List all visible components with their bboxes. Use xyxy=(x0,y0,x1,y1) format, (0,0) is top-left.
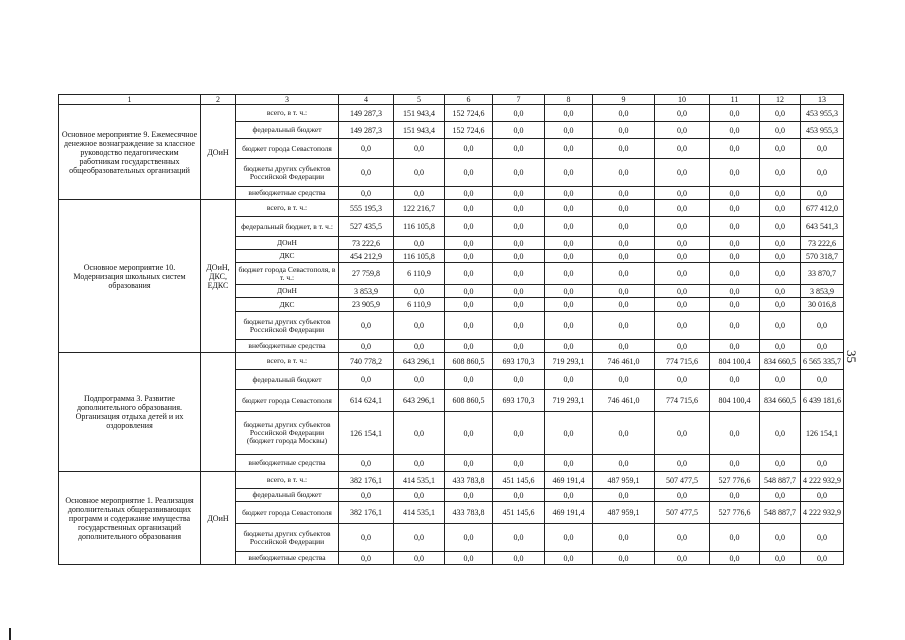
amount-cell: 608 860,5 xyxy=(445,353,493,370)
executor xyxy=(201,353,236,472)
funding-source: бюджет города Севастополя xyxy=(236,502,339,524)
amount-cell: 0,0 xyxy=(394,139,445,159)
amount-cell: 0,0 xyxy=(445,312,493,340)
amount-cell: 0,0 xyxy=(760,489,801,502)
amount-cell: 693 170,3 xyxy=(493,353,545,370)
amount-cell: 0,0 xyxy=(493,263,545,285)
measure-name: Основное мероприятие 9. Ежемесячное денежное вознаграждение за классное руководство педагогическим работникам государственных общеобразовательных организаций xyxy=(59,105,201,200)
amount-cell: 0,0 xyxy=(593,370,655,390)
amount-cell: 382 176,1 xyxy=(339,502,394,524)
amount-cell: 0,0 xyxy=(710,237,760,250)
amount-cell: 0,0 xyxy=(593,285,655,298)
amount-cell: 0,0 xyxy=(710,122,760,139)
amount-cell: 27 759,8 xyxy=(339,263,394,285)
amount-cell: 0,0 xyxy=(710,105,760,122)
amount-cell: 0,0 xyxy=(593,340,655,353)
amount-cell: 0,0 xyxy=(655,250,710,263)
amount-cell: 608 860,5 xyxy=(445,390,493,412)
amount-cell: 433 783,8 xyxy=(445,472,493,489)
amount-cell: 0,0 xyxy=(339,455,394,472)
amount-cell: 0,0 xyxy=(493,217,545,237)
amount-cell: 0,0 xyxy=(394,552,445,565)
amount-cell: 0,0 xyxy=(593,524,655,552)
amount-cell: 0,0 xyxy=(493,412,545,455)
amount-cell: 0,0 xyxy=(339,159,394,187)
amount-cell: 0,0 xyxy=(760,312,801,340)
amount-cell: 0,0 xyxy=(545,298,593,312)
header-cell: 10 xyxy=(655,95,710,105)
amount-cell: 0,0 xyxy=(655,489,710,502)
amount-cell: 0,0 xyxy=(593,312,655,340)
amount-cell: 0,0 xyxy=(545,312,593,340)
amount-cell: 0,0 xyxy=(710,187,760,200)
funding-source: ДОиН xyxy=(236,285,339,298)
amount-cell: 0,0 xyxy=(655,524,710,552)
scan-mark xyxy=(9,628,11,640)
amount-cell: 527 776,6 xyxy=(710,502,760,524)
amount-cell: 0,0 xyxy=(655,139,710,159)
amount-cell: 0,0 xyxy=(801,455,844,472)
funding-source: всего, в т. ч.: xyxy=(236,472,339,489)
header-cell: 7 xyxy=(493,95,545,105)
funding-source: внебюджетные средства xyxy=(236,455,339,472)
amount-cell: 0,0 xyxy=(593,298,655,312)
amount-cell: 0,0 xyxy=(710,263,760,285)
amount-cell: 507 477,5 xyxy=(655,472,710,489)
amount-cell: 151 943,4 xyxy=(394,122,445,139)
header-cell: 12 xyxy=(760,95,801,105)
amount-cell: 0,0 xyxy=(801,552,844,565)
amount-cell: 834 660,5 xyxy=(760,390,801,412)
amount-cell: 122 216,7 xyxy=(394,200,445,217)
amount-cell: 0,0 xyxy=(394,237,445,250)
amount-cell: 0,0 xyxy=(655,285,710,298)
amount-cell: 0,0 xyxy=(445,139,493,159)
amount-cell: 0,0 xyxy=(545,285,593,298)
amount-cell: 0,0 xyxy=(493,340,545,353)
amount-cell: 0,0 xyxy=(710,370,760,390)
amount-cell: 0,0 xyxy=(710,200,760,217)
amount-cell: 0,0 xyxy=(760,370,801,390)
funding-source: бюджеты других субъектов Российской Федерации xyxy=(236,524,339,552)
executor: ДОиН, ДКС, ЕДКС xyxy=(201,200,236,353)
amount-cell: 6 565 335,7 xyxy=(801,353,844,370)
amount-cell: 0,0 xyxy=(710,298,760,312)
amount-cell: 0,0 xyxy=(710,552,760,565)
amount-cell: 0,0 xyxy=(593,217,655,237)
amount-cell: 0,0 xyxy=(394,412,445,455)
amount-cell: 0,0 xyxy=(493,200,545,217)
measure-name: Основное мероприятие 1. Реализация дополнительных общеразвивающих программ и содержание имущества государственных организаций дополнительного образования xyxy=(59,472,201,565)
amount-cell: 0,0 xyxy=(593,263,655,285)
amount-cell: 0,0 xyxy=(394,340,445,353)
amount-cell: 0,0 xyxy=(445,200,493,217)
amount-cell: 0,0 xyxy=(760,285,801,298)
funding-source: федеральный бюджет, в т. ч.: xyxy=(236,217,339,237)
amount-cell: 0,0 xyxy=(493,122,545,139)
funding-source: ДКС xyxy=(236,298,339,312)
funding-source: бюджеты других субъектов Российской Федерации (бюджет города Москвы) xyxy=(236,412,339,455)
amount-cell: 0,0 xyxy=(493,312,545,340)
amount-cell: 0,0 xyxy=(493,370,545,390)
funding-source: всего, в т. ч.: xyxy=(236,353,339,370)
amount-cell: 453 955,3 xyxy=(801,122,844,139)
funding-source: бюджет города Севастополя xyxy=(236,139,339,159)
budget-table xyxy=(58,94,844,565)
amount-cell: 0,0 xyxy=(493,524,545,552)
amount-cell: 0,0 xyxy=(394,489,445,502)
amount-cell: 0,0 xyxy=(710,159,760,187)
amount-cell: 548 887,7 xyxy=(760,502,801,524)
amount-cell: 0,0 xyxy=(655,122,710,139)
amount-cell: 0,0 xyxy=(593,139,655,159)
executor: ДОиН xyxy=(201,105,236,200)
amount-cell: 0,0 xyxy=(593,105,655,122)
amount-cell: 0,0 xyxy=(655,200,710,217)
amount-cell: 0,0 xyxy=(801,139,844,159)
header-cell: 5 xyxy=(394,95,445,105)
amount-cell: 0,0 xyxy=(655,159,710,187)
amount-cell: 0,0 xyxy=(445,455,493,472)
amount-cell: 0,0 xyxy=(593,552,655,565)
amount-cell: 0,0 xyxy=(801,370,844,390)
amount-cell: 454 212,9 xyxy=(339,250,394,263)
amount-cell: 0,0 xyxy=(760,159,801,187)
amount-cell: 0,0 xyxy=(445,412,493,455)
amount-cell: 0,0 xyxy=(760,217,801,237)
amount-cell: 0,0 xyxy=(760,250,801,263)
amount-cell: 614 624,1 xyxy=(339,390,394,412)
amount-cell: 126 154,1 xyxy=(339,412,394,455)
measure-name: Подпрограмма 3. Развитие дополнительного образования. Организация отдыха детей и их оздоровления xyxy=(59,353,201,472)
amount-cell: 746 461,0 xyxy=(593,390,655,412)
amount-cell: 152 724,6 xyxy=(445,105,493,122)
amount-cell: 0,0 xyxy=(545,524,593,552)
funding-source: всего, в т. ч.: xyxy=(236,105,339,122)
amount-cell: 0,0 xyxy=(445,159,493,187)
amount-cell: 0,0 xyxy=(493,455,545,472)
amount-cell: 0,0 xyxy=(394,524,445,552)
amount-cell: 0,0 xyxy=(445,217,493,237)
amount-cell: 0,0 xyxy=(493,139,545,159)
amount-cell: 0,0 xyxy=(545,139,593,159)
amount-cell: 382 176,1 xyxy=(339,472,394,489)
amount-cell: 152 724,6 xyxy=(445,122,493,139)
amount-cell: 774 715,6 xyxy=(655,353,710,370)
amount-cell: 0,0 xyxy=(445,298,493,312)
table-row xyxy=(59,472,844,489)
amount-cell: 548 887,7 xyxy=(760,472,801,489)
amount-cell: 0,0 xyxy=(593,159,655,187)
amount-cell: 643 541,3 xyxy=(801,217,844,237)
amount-cell: 0,0 xyxy=(593,250,655,263)
amount-cell: 33 870,7 xyxy=(801,263,844,285)
amount-cell: 151 943,4 xyxy=(394,105,445,122)
amount-cell: 0,0 xyxy=(710,312,760,340)
amount-cell: 126 154,1 xyxy=(801,412,844,455)
amount-cell: 0,0 xyxy=(655,237,710,250)
amount-cell: 0,0 xyxy=(493,237,545,250)
amount-cell: 740 778,2 xyxy=(339,353,394,370)
amount-cell: 507 477,5 xyxy=(655,502,710,524)
amount-cell: 3 853,9 xyxy=(339,285,394,298)
amount-cell: 0,0 xyxy=(760,263,801,285)
amount-cell: 570 318,7 xyxy=(801,250,844,263)
amount-cell: 451 145,6 xyxy=(493,502,545,524)
amount-cell: 469 191,4 xyxy=(545,472,593,489)
amount-cell: 774 715,6 xyxy=(655,390,710,412)
amount-cell: 0,0 xyxy=(710,285,760,298)
amount-cell: 0,0 xyxy=(760,105,801,122)
amount-cell: 0,0 xyxy=(760,187,801,200)
table-row xyxy=(59,105,844,122)
amount-cell: 487 959,1 xyxy=(593,472,655,489)
executor: ДОиН xyxy=(201,472,236,565)
amount-cell: 0,0 xyxy=(394,370,445,390)
amount-cell: 0,0 xyxy=(655,298,710,312)
amount-cell: 0,0 xyxy=(339,187,394,200)
amount-cell: 0,0 xyxy=(545,489,593,502)
amount-cell: 0,0 xyxy=(445,250,493,263)
amount-cell: 0,0 xyxy=(394,187,445,200)
funding-source: бюджет города Севастополя, в т. ч.: xyxy=(236,263,339,285)
amount-cell: 693 170,3 xyxy=(493,390,545,412)
amount-cell: 0,0 xyxy=(545,552,593,565)
header-cell: 11 xyxy=(710,95,760,105)
page-number: 35 xyxy=(844,350,859,363)
amount-cell: 0,0 xyxy=(593,200,655,217)
amount-cell: 6 439 181,6 xyxy=(801,390,844,412)
amount-cell: 0,0 xyxy=(710,217,760,237)
amount-cell: 0,0 xyxy=(545,250,593,263)
amount-cell: 0,0 xyxy=(339,524,394,552)
amount-cell: 0,0 xyxy=(493,552,545,565)
amount-cell: 6 110,9 xyxy=(394,263,445,285)
amount-cell: 0,0 xyxy=(760,455,801,472)
amount-cell: 0,0 xyxy=(493,489,545,502)
amount-cell: 0,0 xyxy=(545,263,593,285)
amount-cell: 4 222 932,9 xyxy=(801,472,844,489)
amount-cell: 804 100,4 xyxy=(710,353,760,370)
amount-cell: 0,0 xyxy=(710,524,760,552)
amount-cell: 0,0 xyxy=(760,412,801,455)
amount-cell: 0,0 xyxy=(593,489,655,502)
amount-cell: 0,0 xyxy=(710,489,760,502)
amount-cell: 0,0 xyxy=(655,217,710,237)
amount-cell: 0,0 xyxy=(593,455,655,472)
amount-cell: 0,0 xyxy=(655,340,710,353)
amount-cell: 0,0 xyxy=(801,524,844,552)
amount-cell: 23 905,9 xyxy=(339,298,394,312)
amount-cell: 0,0 xyxy=(545,237,593,250)
funding-source: бюджет города Севастополя xyxy=(236,390,339,412)
amount-cell: 0,0 xyxy=(655,312,710,340)
amount-cell: 149 287,3 xyxy=(339,122,394,139)
amount-cell: 643 296,1 xyxy=(394,390,445,412)
amount-cell: 4 222 932,9 xyxy=(801,502,844,524)
table-row xyxy=(59,353,844,370)
amount-cell: 0,0 xyxy=(493,187,545,200)
amount-cell: 453 955,3 xyxy=(801,105,844,122)
amount-cell: 0,0 xyxy=(493,298,545,312)
amount-cell: 451 145,6 xyxy=(493,472,545,489)
amount-cell: 487 959,1 xyxy=(593,502,655,524)
amount-cell: 0,0 xyxy=(545,187,593,200)
amount-cell: 414 535,1 xyxy=(394,472,445,489)
amount-cell: 0,0 xyxy=(339,312,394,340)
amount-cell: 0,0 xyxy=(493,159,545,187)
amount-cell: 0,0 xyxy=(545,370,593,390)
amount-cell: 433 783,8 xyxy=(445,502,493,524)
amount-cell: 0,0 xyxy=(593,237,655,250)
funding-source: бюджеты других субъектов Российской Федерации xyxy=(236,312,339,340)
amount-cell: 116 105,8 xyxy=(394,217,445,237)
header-cell: 8 xyxy=(545,95,593,105)
table-row xyxy=(59,200,844,217)
funding-source: внебюджетные средства xyxy=(236,340,339,353)
amount-cell: 73 222,6 xyxy=(801,237,844,250)
amount-cell: 0,0 xyxy=(545,217,593,237)
amount-cell: 555 195,3 xyxy=(339,200,394,217)
amount-cell: 0,0 xyxy=(445,263,493,285)
amount-cell: 0,0 xyxy=(655,552,710,565)
header-row xyxy=(59,95,844,105)
header-cell: 1 xyxy=(59,95,201,105)
header-cell: 13 xyxy=(801,95,844,105)
amount-cell: 0,0 xyxy=(593,122,655,139)
amount-cell: 0,0 xyxy=(445,524,493,552)
amount-cell: 6 110,9 xyxy=(394,298,445,312)
amount-cell: 0,0 xyxy=(394,285,445,298)
amount-cell: 0,0 xyxy=(760,200,801,217)
amount-cell: 149 287,3 xyxy=(339,105,394,122)
amount-cell: 527 435,5 xyxy=(339,217,394,237)
amount-cell: 0,0 xyxy=(445,237,493,250)
amount-cell: 0,0 xyxy=(545,455,593,472)
amount-cell: 0,0 xyxy=(760,524,801,552)
funding-source: внебюджетные средства xyxy=(236,552,339,565)
amount-cell: 0,0 xyxy=(445,370,493,390)
amount-cell: 0,0 xyxy=(801,312,844,340)
amount-cell: 3 853,9 xyxy=(801,285,844,298)
amount-cell: 0,0 xyxy=(339,340,394,353)
amount-cell: 0,0 xyxy=(710,412,760,455)
amount-cell: 0,0 xyxy=(760,139,801,159)
amount-cell: 0,0 xyxy=(760,552,801,565)
amount-cell: 0,0 xyxy=(339,370,394,390)
amount-cell: 0,0 xyxy=(493,285,545,298)
amount-cell: 0,0 xyxy=(339,489,394,502)
measure-name: Основное мероприятие 10. Модернизация школьных систем образования xyxy=(59,200,201,353)
amount-cell: 719 293,1 xyxy=(545,353,593,370)
amount-cell: 0,0 xyxy=(394,159,445,187)
funding-source: ДОиН xyxy=(236,237,339,250)
amount-cell: 0,0 xyxy=(760,340,801,353)
amount-cell: 73 222,6 xyxy=(339,237,394,250)
amount-cell: 0,0 xyxy=(445,285,493,298)
amount-cell: 469 191,4 xyxy=(545,502,593,524)
amount-cell: 0,0 xyxy=(493,105,545,122)
amount-cell: 0,0 xyxy=(801,187,844,200)
amount-cell: 0,0 xyxy=(710,455,760,472)
amount-cell: 746 461,0 xyxy=(593,353,655,370)
amount-cell: 0,0 xyxy=(545,340,593,353)
amount-cell: 0,0 xyxy=(445,187,493,200)
amount-cell: 0,0 xyxy=(655,187,710,200)
amount-cell: 414 535,1 xyxy=(394,502,445,524)
header-cell: 6 xyxy=(445,95,493,105)
amount-cell: 0,0 xyxy=(445,489,493,502)
amount-cell: 0,0 xyxy=(710,139,760,159)
amount-cell: 0,0 xyxy=(655,370,710,390)
amount-cell: 834 660,5 xyxy=(760,353,801,370)
amount-cell: 0,0 xyxy=(545,122,593,139)
funding-source: ДКС xyxy=(236,250,339,263)
amount-cell: 0,0 xyxy=(760,237,801,250)
amount-cell: 0,0 xyxy=(394,455,445,472)
amount-cell: 0,0 xyxy=(655,105,710,122)
amount-cell: 0,0 xyxy=(801,159,844,187)
amount-cell: 0,0 xyxy=(445,552,493,565)
amount-cell: 0,0 xyxy=(801,340,844,353)
amount-cell: 116 105,8 xyxy=(394,250,445,263)
amount-cell: 527 776,6 xyxy=(710,472,760,489)
amount-cell: 0,0 xyxy=(655,455,710,472)
amount-cell: 804 100,4 xyxy=(710,390,760,412)
funding-source: бюджеты других субъектов Российской Федерации xyxy=(236,159,339,187)
header-cell: 9 xyxy=(593,95,655,105)
amount-cell: 677 412,0 xyxy=(801,200,844,217)
amount-cell: 0,0 xyxy=(710,250,760,263)
header-cell: 3 xyxy=(236,95,339,105)
amount-cell: 0,0 xyxy=(801,489,844,502)
funding-source: внебюджетные средства xyxy=(236,187,339,200)
amount-cell: 0,0 xyxy=(545,105,593,122)
amount-cell: 0,0 xyxy=(394,312,445,340)
amount-cell: 0,0 xyxy=(710,340,760,353)
amount-cell: 0,0 xyxy=(339,552,394,565)
amount-cell: 0,0 xyxy=(655,412,710,455)
header-cell: 4 xyxy=(339,95,394,105)
amount-cell: 0,0 xyxy=(545,412,593,455)
funding-source: федеральный бюджет xyxy=(236,122,339,139)
amount-cell: 0,0 xyxy=(545,200,593,217)
amount-cell: 0,0 xyxy=(493,250,545,263)
amount-cell: 719 293,1 xyxy=(545,390,593,412)
amount-cell: 0,0 xyxy=(760,122,801,139)
amount-cell: 0,0 xyxy=(760,298,801,312)
amount-cell: 0,0 xyxy=(339,139,394,159)
funding-source: федеральный бюджет xyxy=(236,370,339,390)
amount-cell: 0,0 xyxy=(655,263,710,285)
amount-cell: 0,0 xyxy=(593,412,655,455)
funding-source: федеральный бюджет xyxy=(236,489,339,502)
amount-cell: 643 296,1 xyxy=(394,353,445,370)
amount-cell: 30 016,8 xyxy=(801,298,844,312)
amount-cell: 0,0 xyxy=(593,187,655,200)
header-cell: 2 xyxy=(201,95,236,105)
amount-cell: 0,0 xyxy=(445,340,493,353)
amount-cell: 0,0 xyxy=(545,159,593,187)
funding-source: всего, в т. ч.: xyxy=(236,200,339,217)
